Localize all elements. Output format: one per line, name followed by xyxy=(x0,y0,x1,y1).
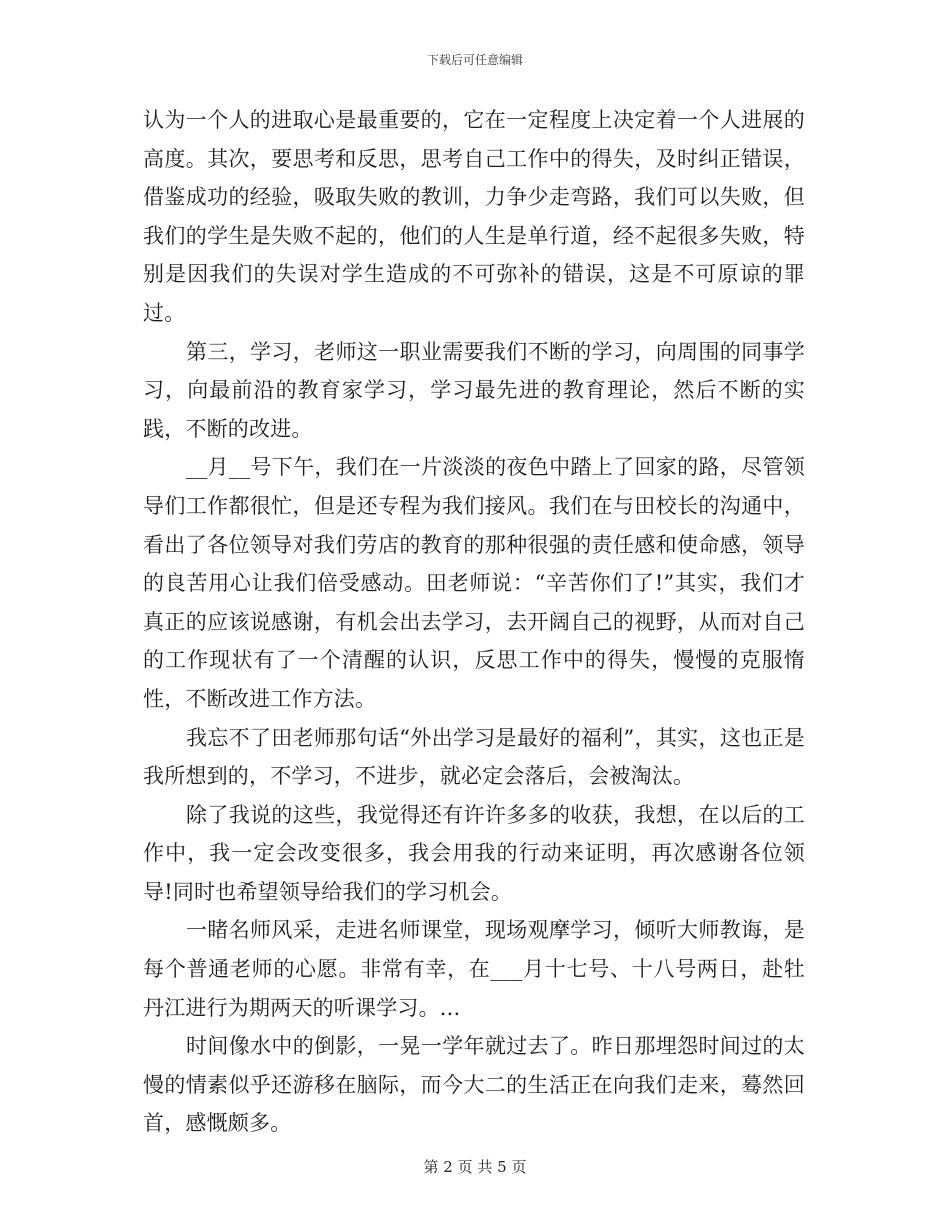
paragraph-5: 除了我说的这些，我觉得还有许许多多的收获，我想，在以后的工作中，我一定会改变很多，我会用我的行动来证明，再次感谢各位领导!同时也希望领导给我们的学习机会。 xyxy=(143,802,805,904)
page-number: 第 2 页 共 5 页 xyxy=(423,1158,527,1176)
paragraph-1: 认为一个人的进取心是最重要的，它在一定程度上决定着一个人进展的高度。其次，要思考和反思，思考自己工作中的得失，及时纠正错误，借鉴成功的经验，吸取失败的教训，力争少走弯路，我们可以失败，但我们的学生是失败不起的，他们的人生是单行道，经不起很多失败，特别是因我们的失误对学生造成的不可弥补的错误，这是不可原谅的罪过。 xyxy=(143,108,805,325)
paragraph-3: __月__号下午，我们在一片淡淡的夜色中踏上了回家的路，尽管领导们工作都很忙，但是还专程为我们接风。我们在与田校长的沟通中，看出了各位领导对我们劳店的教育的那种很强的责任感和使命感，领导的良苦用心让我们倍受感动。田老师说：“辛苦你们了!”其实，我们才真正的应该说感谢，有机会出去学习，去开阔自己的视野，从而对自己的工作现状有了一个清醒的认识，反思工作中的得失，慢慢的克服惰性，不断改进工作方法。 xyxy=(143,455,805,711)
document-body xyxy=(143,101,805,1143)
paragraph-6: 一睹名师风采，走进名师课堂，现场观摩学习，倾听大师教诲，是每个普通老师的心愿。非常有幸，在___月十七号、十八号两日，赴牡丹江进行为期两天的听课学习。... xyxy=(143,918,805,1020)
paragraph-2: 第三，学习，老师这一职业需要我们不断的学习，向周围的同事学习，向最前沿的教育家学习，学习最先进的教育理论，然后不断的实践，不断的改进。 xyxy=(143,339,805,441)
page-header: 下载后可任意编辑 xyxy=(426,53,523,67)
paragraph-7: 时间像水中的倒影，一晃一学年就过去了。昨日那埋怨时间过的太慢的情素似乎还游移在脑际，而今大二的生活正在向我们走来，蓦然回首，感慨颇多。 xyxy=(143,1034,805,1136)
paragraph-4: 我忘不了田老师那句话“外出学习是最好的福利”，其实，这也正是我所想到的，不学习，不进步，就必定会落后，会被淘汰。 xyxy=(143,725,805,789)
